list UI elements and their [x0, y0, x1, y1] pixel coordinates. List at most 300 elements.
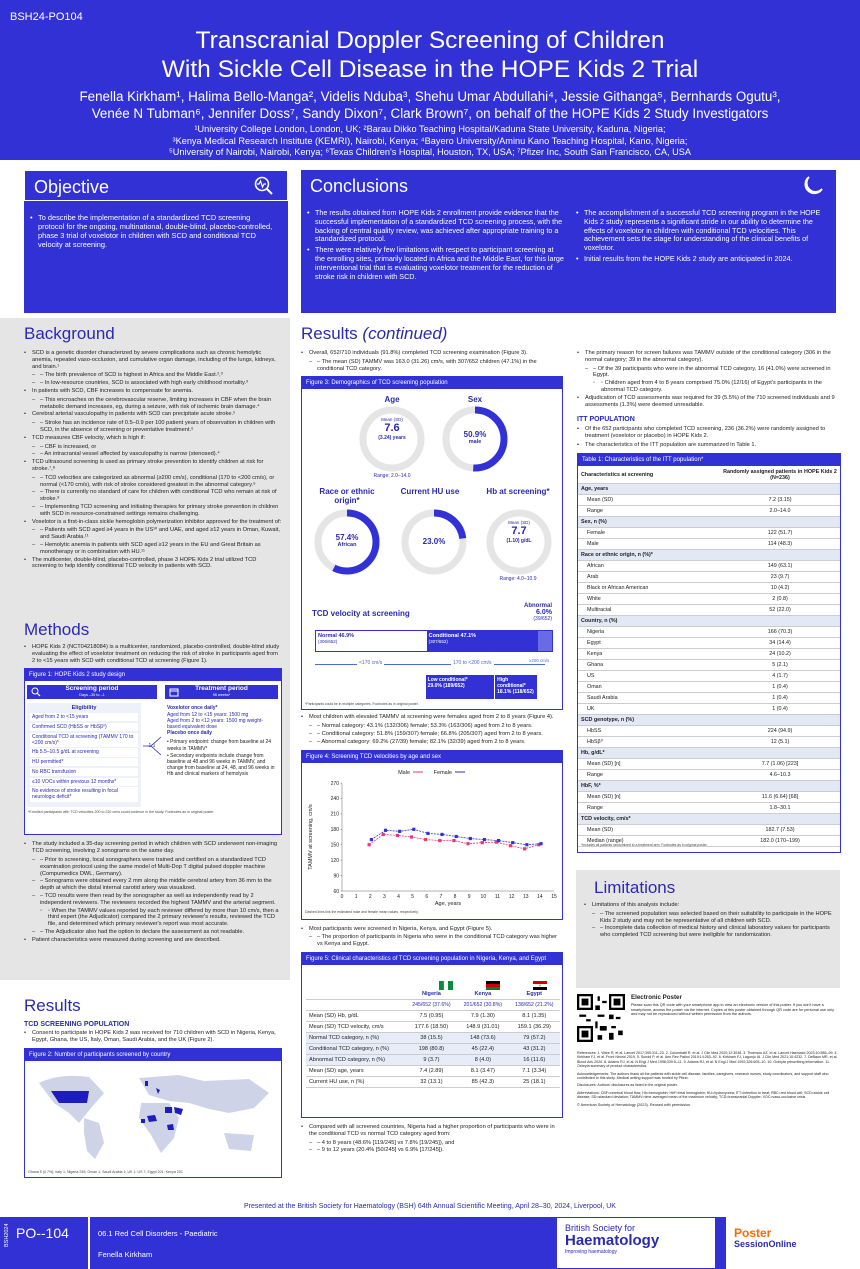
row-label: Mean (SD) [n] — [578, 759, 720, 770]
row-label: Sex, n (%) — [578, 517, 720, 528]
map-country-kenya — [167, 1124, 174, 1130]
y-axis-label: TAMMV at screening, cm/s — [308, 803, 314, 870]
row-label: Mean (SD) — [578, 495, 720, 506]
hu-value: 23.0% — [422, 537, 446, 547]
table-row — [578, 484, 840, 495]
y-tick-label: 240 — [330, 795, 339, 802]
table-row — [578, 803, 840, 814]
table-row — [578, 583, 840, 594]
table-row — [578, 605, 840, 616]
methods-p2: – – Prior to screening, local sonographers were trained and certified on a standardized TCD examination protocol using the same model of Multi-Dop T digital pulsed doppler machine (Compumedics DWL, Germany). — [24, 857, 282, 877]
x-tick-label: 10 — [480, 893, 487, 900]
row-value — [720, 517, 840, 528]
mean-marker-female — [370, 838, 373, 841]
cell-value: 25 (18.1) — [509, 1077, 560, 1088]
mean-marker-female — [426, 831, 429, 834]
row-label: HbSβ⁰ — [578, 737, 720, 748]
conclusion-4: • Initial results from the HOPE Kids 2 study are anticipated in 2024. — [576, 255, 830, 264]
results-text: • Consent to participate in HOPE Kids 2 was received for 710 children with SCD in Nigeria, Kenya, Egypt, Ghana, the US, Italy, Oman, Saudi Arabia, and the UK (Figure 2). — [24, 1030, 282, 1044]
abnormal-segment — [538, 631, 552, 651]
row-label: Oman — [578, 682, 720, 693]
row-label: Multiracial — [578, 605, 720, 616]
table-row — [578, 748, 840, 759]
figure-5 — [301, 952, 563, 1118]
age-stats: Mean (SD) 7.6 (3.24) years — [378, 417, 406, 442]
row-value — [720, 715, 840, 726]
table-row — [578, 825, 840, 836]
methods-p1: • The study included a 35-day screening period in which children with SCD underwent non-imaging TCD screening, involving 2 sonograms on the same day. — [24, 841, 282, 855]
n-nigeria: 245/652 (37.6%) — [406, 1000, 457, 1011]
velocity-axis — [315, 660, 553, 670]
nigeria-summary — [301, 1124, 563, 1154]
table-row — [306, 1011, 560, 1022]
background-item: • Cerebral arterial vasculopathy in patients with SCD can precipitate acute stroke.⁵ — [24, 411, 282, 418]
disclosures: Disclosures: Authors' disclosures as listed in the original poster. — [577, 1083, 678, 1088]
row-label: Country, n (%) — [578, 616, 720, 627]
row-value: 2.0–14.0 — [720, 506, 840, 517]
figure-1-footnote: *Enrolled participants with TCD velocities 200 to 220 cm/s could continue in the study. Footnotes as in original poster. — [28, 810, 215, 815]
table-row — [578, 781, 840, 792]
y-tick-label: 210 — [330, 811, 339, 818]
cell-value: 8.1 (1.35) — [509, 1011, 560, 1022]
footer-session: 06.1 Red Cell Disorders - Paediatric — [98, 1229, 218, 1238]
methods-p7: • Patient characteristics were measured during screening and are described. — [24, 937, 282, 944]
tcd-velocity-title: TCD velocity at screening — [312, 609, 410, 619]
mean-marker-female — [440, 832, 443, 835]
affiliations — [0, 124, 860, 159]
conclusion-2: • There were relatively few limitations with respect to participant screening at the enrolling sites, primarily located in Africa and the Middle East, for this large interventional trial that is evaluating voxelotor treatment for the reduction of stroke risk in children with SCD. — [307, 246, 564, 281]
row-label: TCD velocity, cm/s* — [578, 814, 720, 825]
results-m1: • Most children with elevated TAMMV at screening were females aged from 2 to 8 years (Figure 4). — [301, 714, 563, 721]
figure-1 — [24, 668, 282, 835]
row-label: Egypt — [578, 638, 720, 649]
row-value: 10 (4.2) — [720, 583, 840, 594]
figure-3-title: Figure 3: Demographics of TCD screening population — [302, 377, 562, 389]
row-label: Male — [578, 539, 720, 550]
cell-value: 177.6 (18.50) — [406, 1022, 457, 1033]
figure-4-title: Figure 4: Screening TCD velocities by age and sex — [302, 751, 562, 763]
row-value — [720, 484, 840, 495]
cell-value: 7.4 (2.89) — [406, 1066, 457, 1077]
moon-crescent-icon — [802, 175, 824, 197]
x-tick-label: 8 — [453, 893, 457, 900]
background-heading: Background — [24, 324, 115, 343]
cell-value: 159.1 (36.29) — [509, 1022, 560, 1033]
y-tick-label: 150 — [330, 842, 339, 849]
row-label: Nigeria — [578, 627, 720, 638]
mean-marker-male — [466, 842, 469, 845]
table-row — [578, 660, 840, 671]
conclusions-heading: Conclusions — [301, 170, 836, 201]
mean-marker-female — [483, 838, 486, 841]
table-row — [306, 1044, 560, 1055]
eligibility-item: No evidence of stroke resulting in focal neurologic deficit* — [30, 787, 138, 801]
figure-4-summary — [301, 714, 563, 745]
normal-segment: Normal 46.9% (306/652) — [316, 631, 427, 651]
presented-at: Presented at the British Society for Haematology (BSH) 64th Annual Scientific Meeting, April 28–30, 2024, Liverpool, UK — [244, 1203, 616, 1210]
cell-value: 9 (3.7) — [406, 1055, 457, 1066]
y-tick-label: 60 — [333, 888, 339, 895]
methods-p4: – – TCD results were then read by the sonographer as well as independently read by 2 independent reviewers. The reviewers recorded the highest TAMMV and the arterial segment. — [24, 893, 282, 907]
row-value: 149 (63.1) — [720, 561, 840, 572]
table-row — [578, 572, 840, 583]
hb-stats: Mean (SD) 7.7 (1.10) g/dL — [506, 520, 532, 545]
placebo-arm-title: Placebo once daily — [167, 730, 213, 737]
results-o3: – – 9 to 12 years (20.4% [50/245] vs 6.9% [17/245]). — [301, 1147, 563, 1154]
row-value: 12 (5.1) — [720, 737, 840, 748]
footer-presenter: Fenella Kirkham — [98, 1250, 153, 1259]
background-item: • TCD measures CBF velocity, which is high if: — [24, 435, 282, 442]
results-l1: • Overall, 652/710 individuals (91.8%) completed TCD screening examination (Figure 3). — [301, 350, 563, 357]
poster-header — [0, 0, 860, 160]
conditional-segment: Conditional 47.1% (307/652) — [427, 631, 538, 651]
figure-4-footnote: Dashed lines link the estimated male and female mean values, respectively. — [305, 909, 419, 914]
row-label: HbF, %* — [578, 781, 720, 792]
objective-section — [24, 170, 288, 313]
row-value: 24 (10.2) — [720, 649, 840, 660]
row-value: 1.8–30.1 — [720, 803, 840, 814]
table-row — [578, 737, 840, 748]
mean-marker-female — [398, 829, 401, 832]
eposter-text: Please scan this QR code with your smartphone app to view an electronic version of this poster. If you don't have a smartphone, access the poster via the internet. Copies of this poster obtained through QR code are for personal use only and may not be reproduced without written permission from the authors. — [631, 1003, 835, 1017]
results-section — [24, 996, 282, 1178]
mean-marker-female — [511, 841, 514, 844]
background-section — [24, 324, 282, 572]
mean-marker-male — [509, 844, 512, 847]
row-label: HbSS — [578, 726, 720, 737]
axis-conditional-range: 170 to <200 cm/s — [453, 660, 492, 667]
table-row — [578, 594, 840, 605]
row-value: 1 (0.4) — [720, 682, 840, 693]
x-tick-label: 0 — [340, 893, 344, 900]
results-subheading: TCD SCREENING POPULATION — [24, 1021, 130, 1028]
background-item: • Voxelotor is a first-in-class sickle hemoglobin polymerization inhibitor approved for the treatment of: — [24, 519, 282, 526]
voxelotor-dose-item: Aged from 2 to <12 years: 1500 mg weight-based equivalent dose — [167, 717, 264, 730]
row-label: African — [578, 561, 720, 572]
cell-value: 148 (73.6) — [457, 1033, 508, 1044]
methods-p3: – – Sonograms were obtained every 2 mm along the middle cerebral artery from 36 mm to the depth at which the distal internal carotid artery was visualized. — [24, 878, 282, 892]
x-tick-label: 7 — [439, 893, 443, 900]
col-egypt: Egypt — [509, 989, 560, 1000]
row-value: 1 (0.4) — [720, 704, 840, 715]
conclusions-section — [301, 170, 836, 313]
mean-marker-male — [438, 839, 441, 842]
cell-value: 79 (57.2) — [509, 1033, 560, 1044]
row-label: Mean (SD) [n] — [578, 792, 720, 803]
aff-3: ⁵University of Nairobi, Nairobi, Kenya; ⁶Texas Children's Hospital, Houston, TX, USA; ⁷Pfizer Inc, South San Francisco, CA, USA — [168, 147, 692, 157]
mean-marker-male — [382, 832, 385, 835]
mean-marker-female — [384, 828, 387, 831]
table-1 — [577, 453, 841, 853]
background-item: – – TCD velocities are categorized as abnormal (≥200 cm/s), conditional (170 to <200 cm/s), or normal (<170 cm/s), with risk of stroke considered greatest in the abnormal category.⁹ — [24, 475, 282, 489]
conclusions-body — [301, 201, 836, 313]
methods-heading: Methods — [24, 620, 90, 639]
cell-value: 43 (31.2) — [509, 1044, 560, 1055]
results-heading: Results — [24, 996, 81, 1015]
mean-marker-male — [452, 839, 455, 842]
table-row — [578, 704, 840, 715]
mean-marker-female — [497, 839, 500, 842]
background-item: – – Stroke has an incidence rate of 0.5–0.9 per 100 patient years of observation in children with SCD, in the absence of screening or preventative treatment.⁶ — [24, 420, 282, 434]
table-row — [578, 638, 840, 649]
limitation-2: – – The screened population was selected based on their suitability to participate in the HOPE Kids 2 study and may not be representative of all children with SCD. — [584, 911, 832, 925]
voxelotor-dose-item: Aged from 12 to <15 years: 1500 mg — [167, 711, 249, 718]
title-line-2: With Sickle Cell Disease in the HOPE Kids 2 Trial — [161, 56, 699, 83]
row-value: 224 (94.9) — [720, 726, 840, 737]
x-tick-label: 4 — [397, 893, 400, 900]
right-r4: • Adjudication of TCD assessments was required for 39 (5.5%) of the 710 screened individuals and 9 assessments (1.3%) were deemed unreadable. — [577, 395, 841, 409]
table-row — [578, 550, 840, 561]
high-conditional-segment: High conditional* 18.1% (118/652) — [494, 675, 537, 699]
x-axis-label: Age, years — [434, 900, 462, 907]
figure-2-footnote: Ghana 5 (0.7%); Italy 1; Nigeria 245; Oman 1; Saudi Arabia 1; UK 1; US 7; Egypt 201; Kenya 201 — [28, 1169, 183, 1174]
background-list — [24, 350, 282, 570]
footer-vertical-code: BSH2024 — [4, 1223, 10, 1247]
primary-endpoint: • Primary endpoint: change from baseline at 24 weeks in TAMMV* — [167, 739, 272, 752]
references-section — [577, 994, 841, 1107]
background-item: – – An intracranial vessel affected by vasculopathy is narrow (stenosed).⁴ — [24, 451, 282, 458]
cell-value: 38 (15.5) — [406, 1033, 457, 1044]
background-item: • TCD ultrasound screening is used as primary stroke prevention to identify children at risk for stroke.⁷,⁸ — [24, 459, 282, 473]
table-row — [306, 1033, 560, 1044]
row-label: Abnormal TCD category, n (%) — [306, 1055, 406, 1066]
mean-marker-male — [424, 838, 427, 841]
table-row — [578, 693, 840, 704]
magnifier-icon — [31, 687, 41, 697]
objective-heading: Objective — [24, 170, 288, 201]
row-label: Arab — [578, 572, 720, 583]
row-value — [720, 616, 840, 627]
row-label: Mean (SD) age, years — [306, 1066, 406, 1077]
table-row — [578, 682, 840, 693]
x-tick-label: 1 — [354, 893, 358, 900]
row-value: 7.2 (3.15) — [720, 495, 840, 506]
background-item: – – Patients with SCD aged ≥4 years in the US¹⁰ and UAE, and aged ≥12 years in Oman, Kuwait, and Saudi Arabia.¹¹ — [24, 527, 282, 541]
results-continued — [301, 324, 841, 344]
table-row — [306, 1022, 560, 1033]
eligibility-item: Hb 5.5–10.5 g/dL at screening — [30, 748, 138, 756]
mean-marker-male — [368, 843, 371, 846]
limitations-heading: Limitations — [594, 878, 676, 897]
results-n1: • Most participants were screened in Nigeria, Kenya, and Egypt (Figure 5). — [301, 926, 563, 933]
sex-stats: 50.9% male — [463, 430, 487, 446]
table-row — [578, 759, 840, 770]
eligibility-item: Conditional TCD at screening (TAMMV 170 to <200 cm/s)* — [30, 733, 138, 747]
row-label: Age, years — [578, 484, 720, 495]
eligibility-item: No RBC transfusion — [30, 768, 138, 776]
conclusion-1: • The results obtained from HOPE Kids 2 enrollment provide evidence that the successful implementation of a standardized TCD screening process, with the backing of central quality review, was achieved after appropriate training to a standardized protocol. — [307, 209, 564, 244]
background-item: – – In low-resource countries, SCD is associated with high early childhood mortality.³ — [24, 380, 282, 387]
mean-marker-male — [410, 835, 413, 838]
y-tick-label: 270 — [330, 780, 339, 787]
row-value — [720, 550, 840, 561]
table-row — [578, 627, 840, 638]
row-value: 4.6–10.3 — [720, 770, 840, 781]
objective-text: • To describe the implementation of a standardized TCD screening protocol for the ongoing, multinational, double-blind, placebo-controlled, phase 3 trial of voxelotor in children with SCD and conditional TCD velocity at screening. — [30, 213, 278, 249]
background-item: • The multicenter, double-blind, placebo-controlled, phase 3 HOPE Kids 2 trial utilized TCD screening to help identify conditional TCD velocity in patients with SCD. — [24, 557, 282, 571]
cell-value: 45 (22.4) — [457, 1044, 508, 1055]
bsh-logo: British Society for Haematology Improving haematology — [556, 1217, 716, 1269]
row-label: Ghana — [578, 660, 720, 671]
row-value: 182.7 (7.53) — [720, 825, 840, 836]
legend-male: Male — [398, 769, 410, 776]
methods-p5: ◦ ◦ When the TAMMV values reported by each reviewer differed by more than 10 cm/s, then a third expert (the Adjudicator) compared the 2 primary reviewer's results, reviewed the TCD file, and determined which primary reviewer's report was most accurate. — [24, 908, 282, 928]
results-n2: – – The proportion of participants in Nigeria who were in the conditional TCD category was higher vs Kenya and Egypt. — [301, 934, 563, 948]
sex-title: Sex — [467, 395, 483, 405]
age-title: Age — [384, 395, 400, 405]
map-country-uk — [145, 1081, 148, 1086]
poster-title — [0, 26, 860, 84]
eligibility-item: Confirmed SCD (HbSS or HbSβ⁰) — [30, 723, 138, 731]
table-row — [578, 814, 840, 825]
row-label: Range — [578, 770, 720, 781]
figure-5-title: Figure 5: Clinical characteristics of TCD screening population in Nigeria, Kenya, and Egypt — [302, 953, 562, 965]
results-m2: – – Normal category: 43.1% (132/306) female; 53.3% (163/306) aged from 2 to 8 years. — [301, 723, 563, 730]
voxelotor-arm-title: Voxelotor once daily* — [167, 705, 218, 712]
row-value: 1 (0.4) — [720, 693, 840, 704]
age-range: Range: 2.0–14.0 — [373, 473, 411, 480]
row-value: 166 (70.3) — [720, 627, 840, 638]
table-row — [578, 495, 840, 506]
low-conditional-segment: Low conditional* 29.0% (189/652) — [426, 675, 494, 699]
secondary-endpoint: • Secondary endpoints include change from baseline at 48 and 96 weeks in TAMMV, and change from baseline at 24, 48, and 96 weeks in Hb and clinical markers of hemolysis — [167, 752, 275, 778]
table-row — [578, 649, 840, 660]
cell-value: 7.5 (0.95) — [406, 1011, 457, 1022]
table-row — [578, 506, 840, 517]
row-label: White — [578, 594, 720, 605]
table-row — [578, 792, 840, 803]
methods-intro: • HOPE Kids 2 (NCT04218084) is a multicenter, randomized, placebo-controlled, double-blind study evaluating the effect of voxelotor treatment on reducing the risk of stroke in participants aged from 2 to <15 years with SCD with conditional TCD at screening (Figure 1). — [24, 644, 282, 664]
row-value — [720, 748, 840, 759]
background-item: • SCD is a genetic disorder characterized by severe complications such as chronic hemolytic anemia, repeated vaso-occlusion, and cumulative organ damage, including of the lungs, kidneys, and brain.¹ — [24, 350, 282, 370]
cell-value: 85 (42.3) — [457, 1077, 508, 1088]
x-tick-label: 13 — [522, 893, 529, 900]
background-item: – – This encroaches on the cerebrovascular reserve, limiting increases in CBF when the brain metabolic demand increases, eg, during a seizure, with risk of ischemic brain damage.⁴ — [24, 397, 282, 411]
col-kenya: Kenya — [457, 989, 508, 1000]
row-label: Mean (SD) TCD velocity, cm/s — [306, 1022, 406, 1033]
mean-marker-female — [525, 843, 528, 846]
x-tick-label: 9 — [467, 893, 471, 900]
table-1-col-value: Randomly assigned patients in HOPE Kids 2 (N=236) — [720, 466, 840, 484]
references: References: 1. Ware R, et al. Lancet 2017;390:311–23. 2. Colombatti R, et al. J Clin Med 2020;12:3038. 3. Thomson AZ, et al. Lancet Haematol 2023;10:585–99. 4. Kirkham FJ, et al. Front Neurol 2019. 5. Sundd P, et al. Ann Rev Pathol 2019;14:263–92. 6. Kirkham FJ, Lagunju IA. J Clin Med 2021;10:4232. 7. DeBaun MR, et al. Blood Adv 2020. 8. Adams RJ, et al. N Engl J Med 1998;339:5–11. 9. Adams RJ, et al. N Engl J Med 1992;326:605–10. 10. Oxbryta prescribing information. 11. Oxbryta summary of product characteristics. — [577, 1051, 838, 1069]
row-label: Hb, g/dL* — [578, 748, 720, 759]
row-label: Mean (SD) — [578, 825, 720, 836]
row-label: US — [578, 671, 720, 682]
results-continued-italic: (continued) — [362, 324, 448, 343]
map-country-ghana — [141, 1119, 145, 1123]
figure-5-summary — [301, 926, 563, 948]
table-row — [578, 770, 840, 781]
mean-marker-female — [539, 842, 542, 845]
objective-body — [24, 201, 288, 313]
x-tick-label: 15 — [551, 893, 557, 900]
row-value: 122 (51.7) — [720, 528, 840, 539]
treatment-period-banner: Treatment period 96 weeks* — [165, 685, 278, 699]
limitations-section — [576, 870, 840, 988]
col-nigeria: Nigeria — [406, 989, 457, 1000]
figure-2-title: Figure 2: Number of participants screened by country — [25, 1049, 281, 1061]
row-label: Kenya — [578, 649, 720, 660]
figure-5-table — [306, 989, 560, 1089]
footer-code-box — [0, 1217, 90, 1269]
table-row — [306, 1077, 560, 1088]
authors — [0, 89, 860, 122]
cell-value: 16 (11.6) — [509, 1055, 560, 1066]
row-label: Range — [578, 803, 720, 814]
row-value: 34 (14.4) — [720, 638, 840, 649]
figure-4-chart — [302, 765, 564, 909]
eligibility-title: Eligibility — [71, 705, 97, 712]
y-tick-label: 120 — [330, 857, 339, 864]
row-value: 182.0 (170–199) — [720, 836, 840, 847]
row-value: 2 (0.8) — [720, 594, 840, 605]
copyright: © American Society of Hematology (2023). Reused with permission. — [577, 1102, 692, 1107]
hb-range: Range: 4.0–10.9 — [499, 576, 537, 583]
row-value — [720, 814, 840, 825]
background-item: – – The birth prevalence of SCD is highest in Africa and the Middle East.²,³ — [24, 372, 282, 379]
x-tick-label: 6 — [425, 893, 429, 900]
row-label: Saudi Arabia — [578, 693, 720, 704]
n-egypt: 138/652 (21.2%) — [509, 1000, 560, 1011]
race-stats: 57.4% African — [335, 533, 359, 549]
methods-p6: – – The Adjudicator also had the option to declare the assessment as not readable. — [24, 929, 282, 936]
mean-marker-male — [396, 833, 399, 836]
table-row — [578, 517, 840, 528]
x-tick-label: 2 — [368, 893, 372, 900]
row-label: Female — [578, 528, 720, 539]
footer-bar — [0, 1217, 860, 1269]
row-label: Median (range) — [578, 836, 720, 847]
table-row — [578, 715, 840, 726]
brain-wave-icon — [254, 176, 274, 196]
eligibility-box — [27, 703, 141, 807]
figure-1-title: Figure 1: HOPE Kids 2 study design — [25, 669, 281, 681]
figure-3-footnote: *Participants could be in multiple categories. Footnotes as in original poster. — [305, 702, 419, 707]
figure-2 — [24, 1048, 282, 1178]
results-m4: – – Abnormal category: 69.2% (27/39) female; 82.1% (32/39) aged from 2 to 8 years. — [301, 739, 563, 746]
right-r3: ◦ ◦ Children aged from 4 to 8 years comprised 75.0% (12/16) of Egypt's participants in the abnormal TCD category. — [577, 380, 841, 394]
row-label: Normal TCD category, n (%) — [306, 1033, 406, 1044]
eligibility-item: Aged from 2 to <15 years — [30, 713, 138, 721]
row-value: 4 (1.7) — [720, 671, 840, 682]
table-row — [578, 528, 840, 539]
limitation-1: • Limitations of this analysis include: — [584, 902, 832, 909]
right-r5: • Of the 652 participants who completed TCD screening, 236 (36.2%) were randomly assigned to treatment (voxelotor or placebo) in HOPE Kids 2. — [577, 426, 841, 440]
cell-value: 8 (4.0) — [457, 1055, 508, 1066]
hb-title: Hb at screening* — [486, 487, 550, 497]
cell-value: 32 (13.1) — [406, 1077, 457, 1088]
results-m3: – – Conditional category: 51.8% (159/307) female; 66.8% (205/307) aged from 2 to 8 years. — [301, 731, 563, 738]
results-o1: • Compared with all screened countries, Nigeria had a higher proportion of participants who were in the conditional TCD vs normal TCD category aged from: — [301, 1124, 563, 1138]
x-tick-label: 14 — [537, 893, 543, 900]
eligibility-item: HU permitted* — [30, 758, 138, 766]
row-label: Mean (SD) Hb, g/dL — [306, 1011, 406, 1022]
abbreviations: Abbreviations: CBF=cerebral blood flow; Hb=hemoglobin; HbF=fetal hemoglobin; HU=hydroxyurea; ITT=intention to treat; RBC=red blood cell; SCD=sickle cell disease; SD=standard deviation; TAMMV=time-averaged mean of the maximum velocity; TCD=transcranial Doppler; VOC=vaso-occlusive crisis. — [577, 1090, 830, 1100]
table-1-title: Table 1: Characteristics of the ITT population* — [578, 454, 840, 466]
row-value: 7.7 (1.06) [223] — [720, 759, 840, 770]
figure-4 — [301, 750, 563, 920]
acknowledgements: Acknowledgements: The authors thank all the patients with sickle cell disease, families, caregivers, research nurses, study coordinators, and support staff who contributed to this study. Medical writing support was funded by Pfizer. — [577, 1071, 829, 1081]
authors-line-2: Venée N Tubman⁶, Jennifer Doss⁷, Sandy Dixon⁷, Clark Brown⁷, on behalf of the HOPE Kids 2 Study Investigators — [91, 105, 769, 121]
mean-marker-male — [523, 847, 526, 850]
methods-section — [24, 620, 282, 946]
table-row — [578, 561, 840, 572]
cell-value: 7.1 (3.34) — [509, 1066, 560, 1077]
eligibility-item: ≤10 VOCs within previous 12 months* — [30, 778, 138, 786]
screening-period-banner: Screening period Days –35 to –1 — [27, 685, 157, 699]
results-l2: – – The mean (SD) TAMMV was 163.0 (31.26) cm/s, with 307/652 children (47.1%) in the conditional TCD category. — [301, 359, 563, 373]
table-row — [578, 671, 840, 682]
